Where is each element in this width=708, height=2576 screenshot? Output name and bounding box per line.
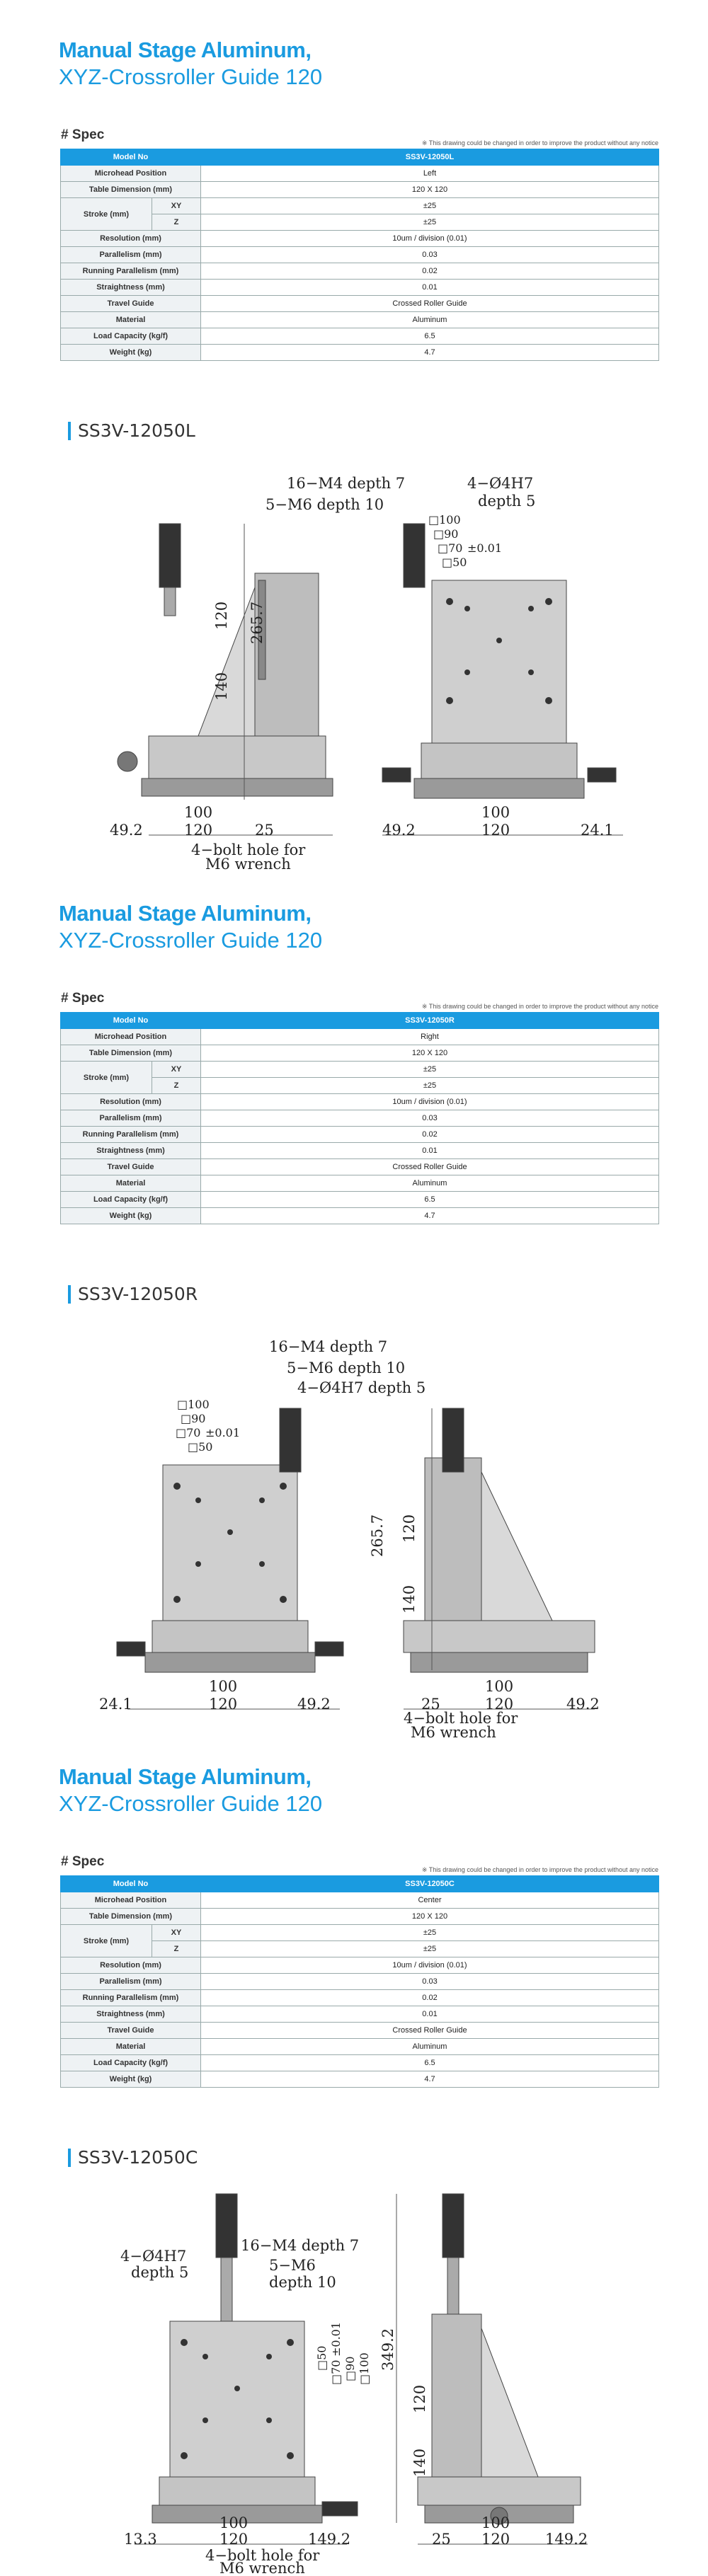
xy-value: ±25 xyxy=(201,198,659,214)
material-value: Aluminum xyxy=(201,312,659,328)
callout-h7: 4−Ø4H7 xyxy=(120,2248,187,2265)
bolt-note-1: 4−bolt hole for xyxy=(205,2547,320,2564)
micrometer-knob xyxy=(159,524,181,587)
label-xy: XY xyxy=(152,198,201,214)
front-stage xyxy=(159,2477,315,2505)
dim-25: 25 xyxy=(421,1696,440,1713)
dim-24: 24.1 xyxy=(99,1696,132,1713)
label-running: Running Parallelism (mm) xyxy=(61,263,201,280)
dim-100: 100 xyxy=(485,1678,514,1695)
label-load: Load Capacity (kg/f) xyxy=(61,2055,201,2071)
label-model: Model No xyxy=(61,1876,201,1892)
label-load: Load Capacity (kg/f) xyxy=(61,1192,201,1208)
running-value: 0.02 xyxy=(201,263,659,280)
dim-120b: 120 xyxy=(184,822,213,839)
callout-m4: 16−M4 depth 7 xyxy=(287,475,406,492)
guide-value: Crossed Roller Guide xyxy=(201,296,659,312)
dim-100: 100 xyxy=(184,804,213,821)
microhead-value: Right xyxy=(201,1029,659,1045)
callout-depth5: depth 5 xyxy=(478,493,536,510)
title-line2: XYZ-Crossroller Guide 120 xyxy=(59,928,323,953)
dim-100: 100 xyxy=(481,2514,510,2531)
bolt-note-1: 4−bolt hole for xyxy=(404,1710,518,1727)
label-parallelism: Parallelism (mm) xyxy=(61,1110,201,1127)
micrometer-barrel xyxy=(221,2258,232,2321)
dim-349: 349.2 xyxy=(379,2328,396,2371)
front-stage xyxy=(152,1621,308,1652)
weight-value: 4.7 xyxy=(201,345,659,361)
micrometer-knob xyxy=(442,1408,464,1472)
dim-100-front: 100 xyxy=(481,804,510,821)
label-xy: XY xyxy=(152,1062,201,1078)
label-model: Model No xyxy=(61,149,201,166)
z-value: ±25 xyxy=(201,1941,659,1957)
dim-49-front: 49.2 xyxy=(382,822,416,839)
label-weight: Weight (kg) xyxy=(61,345,201,361)
base-side xyxy=(142,778,333,796)
microhead-value: Center xyxy=(201,1892,659,1909)
title-line1: Manual Stage Aluminum, xyxy=(59,38,312,62)
spec-note: ※ This drawing could be changed in order to improve the product without any notice xyxy=(421,1866,658,1873)
dim-120-front: 120 xyxy=(219,2531,249,2548)
sq50: □50 xyxy=(188,1440,213,1454)
running-value: 0.02 xyxy=(201,1127,659,1143)
dim-13: 13.3 xyxy=(124,2531,157,2548)
callout-depth5: depth 5 xyxy=(131,2264,189,2281)
label-z: Z xyxy=(152,214,201,231)
dim-149-front: 149.2 xyxy=(308,2531,351,2548)
bolt-note-1: 4−bolt hole for xyxy=(191,841,306,858)
label-microhead: Microhead Position xyxy=(61,1029,201,1045)
technical-drawing-center xyxy=(99,2180,637,2576)
label-xy: XY xyxy=(152,1925,201,1941)
label-guide: Travel Guide xyxy=(61,2023,201,2039)
title-line2: XYZ-Crossroller Guide 120 xyxy=(59,64,323,89)
callout-m6: 5−M6 depth 10 xyxy=(287,1359,406,1376)
tol: ±0.01 xyxy=(467,541,503,555)
dim-24: 24.1 xyxy=(581,822,614,839)
label-z: Z xyxy=(152,1078,201,1094)
dim-100-front: 100 xyxy=(219,2514,249,2531)
dim-49: 49.2 xyxy=(566,1696,600,1713)
label-straightness: Straightness (mm) xyxy=(61,2006,201,2023)
bolt-note-2: M6 wrench xyxy=(411,1724,496,1741)
right-knob xyxy=(315,1642,343,1656)
straightness-value: 0.01 xyxy=(201,280,659,296)
front-micrometer xyxy=(216,2194,237,2258)
product-title xyxy=(59,900,322,954)
dim-265: 265.7 xyxy=(249,601,266,644)
label-resolution: Resolution (mm) xyxy=(61,1957,201,1974)
resolution-value: 10um / division (0.01) xyxy=(201,231,659,247)
label-material: Material xyxy=(61,2039,201,2055)
label-model: Model No xyxy=(61,1013,201,1029)
label-material: Material xyxy=(61,1175,201,1192)
bolt-note-2: M6 wrench xyxy=(205,856,291,873)
drawing-label: SS3V-12050R xyxy=(68,1285,198,1304)
dim-49-front: 49.2 xyxy=(297,1696,331,1713)
dim-140: 140 xyxy=(411,2448,428,2477)
title-line1: Manual Stage Aluminum, xyxy=(59,901,312,926)
dim-120: 120 xyxy=(401,1514,418,1543)
microhead-value: Left xyxy=(201,166,659,182)
label-guide: Travel Guide xyxy=(61,1159,201,1175)
material-value: Aluminum xyxy=(201,1175,659,1192)
label-resolution: Resolution (mm) xyxy=(61,231,201,247)
sq50: □50 xyxy=(315,2345,329,2371)
z-value: ±25 xyxy=(201,214,659,231)
spec-table xyxy=(60,1875,659,2088)
drawing-label: SS3V-12050L xyxy=(68,422,195,440)
z-bracket xyxy=(425,1458,481,1621)
front-plate xyxy=(170,2321,304,2477)
dim-120b: 120 xyxy=(481,2531,510,2548)
parallelism-value: 0.03 xyxy=(201,1110,659,1127)
left-knob xyxy=(117,1642,145,1656)
guide-value: Crossed Roller Guide xyxy=(201,2023,659,2039)
label-guide: Travel Guide xyxy=(61,296,201,312)
spec-table xyxy=(60,1012,659,1224)
dim-49: 49.2 xyxy=(110,822,143,839)
spec-heading: # Spec xyxy=(61,1854,105,1869)
callout-m6: 5−M6 xyxy=(269,2257,316,2274)
spec-note: ※ This drawing could be changed in order to improve the product without any notice xyxy=(421,139,658,146)
table-dim-value: 120 X 120 xyxy=(201,1045,659,1062)
right-knob xyxy=(588,768,616,782)
technical-drawing-right xyxy=(99,1330,637,1741)
dim-25: 25 xyxy=(255,822,274,839)
dim-120: 120 xyxy=(411,2384,428,2413)
callout-m4: 16−M4 depth 7 xyxy=(269,1338,388,1355)
label-table-dim: Table Dimension (mm) xyxy=(61,1909,201,1925)
dim-120: 120 xyxy=(213,601,230,630)
tol: ±0.01 xyxy=(329,2321,343,2357)
load-value: 6.5 xyxy=(201,328,659,345)
sq100: □100 xyxy=(177,1398,210,1411)
xy-value: ±25 xyxy=(201,1925,659,1941)
front-micrometer xyxy=(280,1408,301,1472)
spec-heading: # Spec xyxy=(61,127,105,142)
dim-25: 25 xyxy=(432,2531,451,2548)
table-dim-value: 120 X 120 xyxy=(201,182,659,198)
dim-140: 140 xyxy=(401,1585,418,1614)
dim-265: 265.7 xyxy=(369,1514,386,1557)
callout-h7: 4−Ø4H7 xyxy=(467,475,534,492)
product-title xyxy=(59,37,322,91)
z-bracket xyxy=(432,2314,481,2477)
label-stroke: Stroke (mm) xyxy=(61,1925,152,1957)
spec-note: ※ This drawing could be changed in order to improve the product without any notice xyxy=(421,1003,658,1010)
sq90: □90 xyxy=(181,1412,206,1425)
parallelism-value: 0.03 xyxy=(201,247,659,263)
dim-140: 140 xyxy=(213,672,230,701)
title-line2: XYZ-Crossroller Guide 120 xyxy=(59,1791,323,1816)
label-resolution: Resolution (mm) xyxy=(61,1094,201,1110)
front-base xyxy=(145,1652,315,1672)
dim-149: 149.2 xyxy=(545,2531,588,2548)
gusset xyxy=(481,1472,552,1621)
side-knob xyxy=(118,752,137,771)
label-z: Z xyxy=(152,1941,201,1957)
straightness-value: 0.01 xyxy=(201,2006,659,2023)
resolution-value: 10um / division (0.01) xyxy=(201,1957,659,1974)
label-microhead: Microhead Position xyxy=(61,166,201,182)
label-stroke: Stroke (mm) xyxy=(61,1062,152,1094)
guide-value: Crossed Roller Guide xyxy=(201,1159,659,1175)
load-value: 6.5 xyxy=(201,1192,659,1208)
sq100: □100 xyxy=(428,513,461,527)
dim-120b: 120 xyxy=(485,1696,514,1713)
table-dim-value: 120 X 120 xyxy=(201,1909,659,1925)
material-value: Aluminum xyxy=(201,2039,659,2055)
label-table-dim: Table Dimension (mm) xyxy=(61,1045,201,1062)
gusset xyxy=(481,2328,538,2477)
technical-drawing-left xyxy=(99,467,637,873)
spec-heading: # Spec xyxy=(61,991,105,1006)
label-running: Running Parallelism (mm) xyxy=(61,1990,201,2006)
front-micrometer xyxy=(404,524,425,587)
z-value: ±25 xyxy=(201,1078,659,1094)
load-value: 6.5 xyxy=(201,2055,659,2071)
callout-m4: 16−M4 depth 7 xyxy=(241,2237,360,2254)
sq90: □90 xyxy=(343,2356,357,2381)
parallelism-value: 0.03 xyxy=(201,1974,659,1990)
sq90: □90 xyxy=(433,527,459,541)
dim-100-front: 100 xyxy=(209,1678,238,1695)
model-value: SS3V-12050R xyxy=(201,1013,659,1029)
label-stroke: Stroke (mm) xyxy=(61,198,152,231)
drawing-label: SS3V-12050C xyxy=(68,2149,198,2167)
side-barrel xyxy=(447,2258,459,2314)
bolt-note-2: M6 wrench xyxy=(219,2560,305,2576)
front-base xyxy=(414,778,584,798)
label-weight: Weight (kg) xyxy=(61,2071,201,2088)
label-load: Load Capacity (kg/f) xyxy=(61,328,201,345)
sq70: □70 xyxy=(438,541,463,555)
left-knob xyxy=(382,768,411,782)
model-value: SS3V-12050L xyxy=(201,149,659,166)
micrometer-barrel xyxy=(164,587,176,616)
label-weight: Weight (kg) xyxy=(61,1208,201,1224)
sq50: □50 xyxy=(442,556,467,569)
micrometer-knob xyxy=(442,2194,464,2258)
callout-h7: 4−Ø4H7 depth 5 xyxy=(297,1379,426,1396)
weight-value: 4.7 xyxy=(201,2071,659,2088)
label-running: Running Parallelism (mm) xyxy=(61,1127,201,1143)
label-parallelism: Parallelism (mm) xyxy=(61,247,201,263)
weight-value: 4.7 xyxy=(201,1208,659,1224)
dim-120-front: 120 xyxy=(481,822,510,839)
label-straightness: Straightness (mm) xyxy=(61,1143,201,1159)
xy-stage-side xyxy=(418,2477,581,2505)
dim-120-front: 120 xyxy=(209,1696,238,1713)
label-microhead: Microhead Position xyxy=(61,1892,201,1909)
sq70: □70 xyxy=(329,2359,343,2385)
label-parallelism: Parallelism (mm) xyxy=(61,1974,201,1990)
title-line1: Manual Stage Aluminum, xyxy=(59,1764,312,1789)
straightness-value: 0.01 xyxy=(201,1143,659,1159)
xy-value: ±25 xyxy=(201,1062,659,1078)
label-table-dim: Table Dimension (mm) xyxy=(61,182,201,198)
resolution-value: 10um / division (0.01) xyxy=(201,1094,659,1110)
callout-depth10: depth 10 xyxy=(269,2274,336,2291)
running-value: 0.02 xyxy=(201,1990,659,2006)
right-knob xyxy=(322,2502,358,2516)
front-plate xyxy=(432,580,566,743)
spec-table xyxy=(60,149,659,361)
product-title xyxy=(59,1764,322,1817)
callout-m6: 5−M6 depth 10 xyxy=(266,496,384,513)
label-straightness: Straightness (mm) xyxy=(61,280,201,296)
sq70: □70 xyxy=(176,1426,201,1439)
model-value: SS3V-12050C xyxy=(201,1876,659,1892)
label-material: Material xyxy=(61,312,201,328)
tol: ±0.01 xyxy=(205,1426,241,1439)
sq100: □100 xyxy=(358,2352,371,2385)
base-side xyxy=(411,1652,588,1672)
xy-stage-side xyxy=(149,736,326,778)
front-plate xyxy=(163,1465,297,1621)
front-stage xyxy=(421,743,577,778)
